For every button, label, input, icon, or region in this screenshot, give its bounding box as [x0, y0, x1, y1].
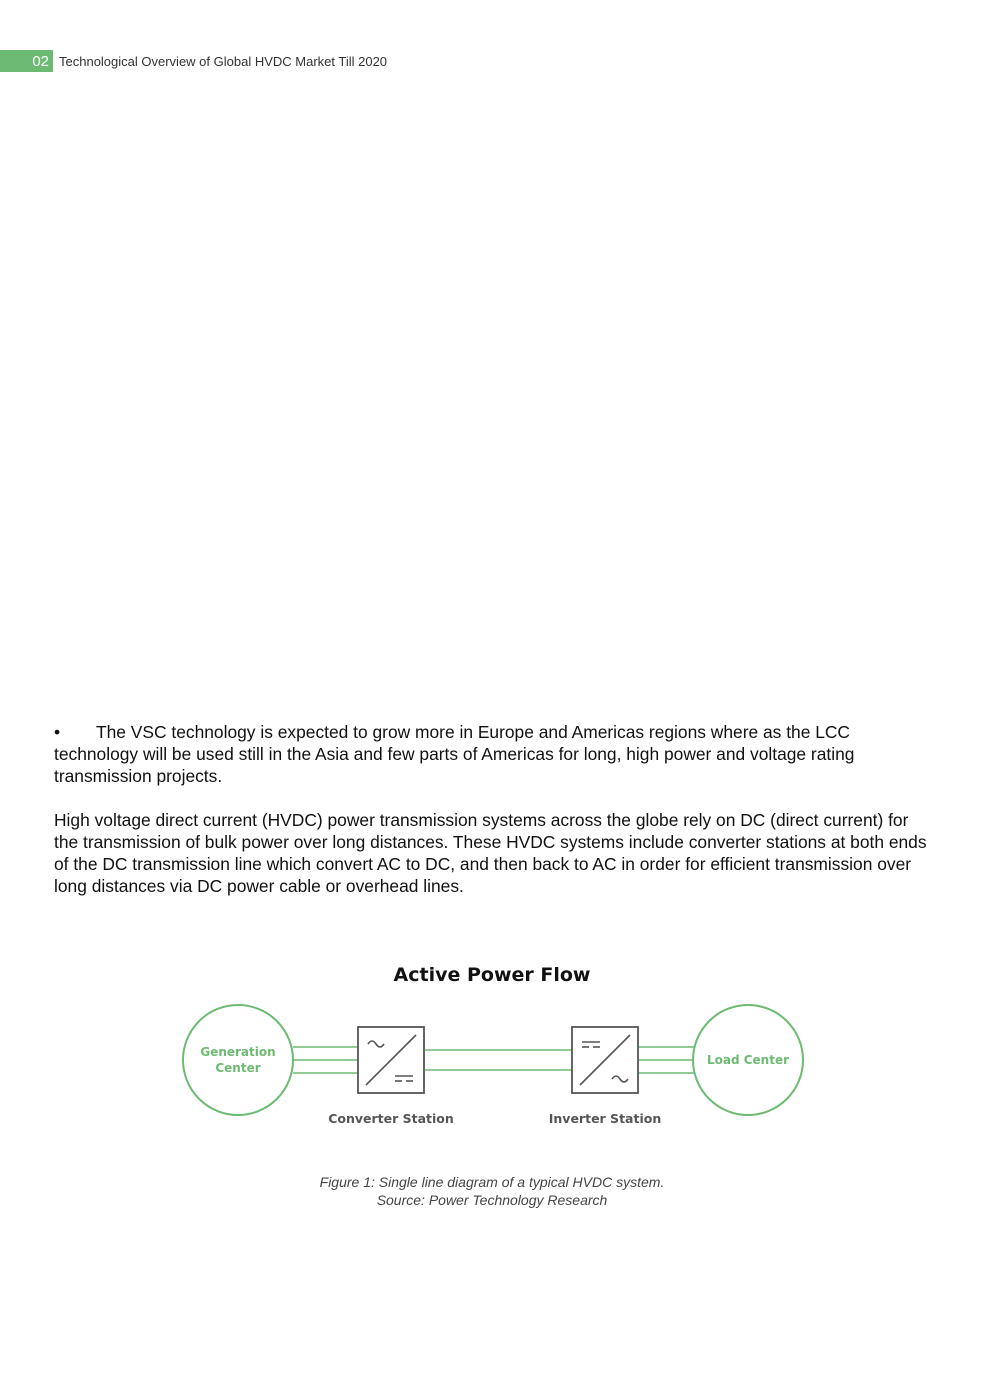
bullet-text: The VSC technology is expected to grow more in Europe and Americas regions where as the LCC technology will be used still in the Asia and few parts of Americas for long, high power and voltage rating transmission projects. [54, 722, 855, 786]
ac-lines-right [638, 1047, 694, 1073]
ac-lines-left [293, 1047, 358, 1073]
caption-line-1: Figure 1: Single line diagram of a typical HVDC system. [319, 1174, 665, 1190]
inverter-station-icon [572, 1027, 638, 1093]
diagram-title: Active Power Flow [393, 964, 591, 986]
page-header [0, 50, 387, 72]
running-title: Technological Overview of Global HVDC Market Till 2020 [59, 53, 388, 69]
generation-center-label-line2: Center [215, 1061, 261, 1075]
bullet-marker: • [54, 722, 61, 742]
converter-station-label: Converter Station [328, 1111, 454, 1126]
load-center-label: Load Center [706, 1053, 790, 1067]
figure-caption [0, 1173, 984, 1209]
inverter-station-label: Inverter Station [548, 1111, 662, 1126]
hvdc-diagram [0, 940, 984, 1170]
generation-center-label-line1: Generation [200, 1045, 276, 1059]
caption-line-2: Source: Power Technology Research [376, 1192, 608, 1208]
bullet-paragraph [54, 721, 934, 787]
dc-lines [425, 1050, 572, 1070]
generation-center-circle [183, 1005, 293, 1115]
converter-station-icon [358, 1027, 424, 1093]
page-number: 02 [0, 50, 53, 72]
body-paragraph: High voltage direct current (HVDC) power transmission systems across the globe rely on DC (direct current) for the transmission of bulk power over long distances. These HVDC systems include converter stations at both ends of the DC transmission line which convert AC to DC, and then back to AC in order for efficient transmission over long distances via DC power cable or overhead lines. [54, 810, 927, 896]
